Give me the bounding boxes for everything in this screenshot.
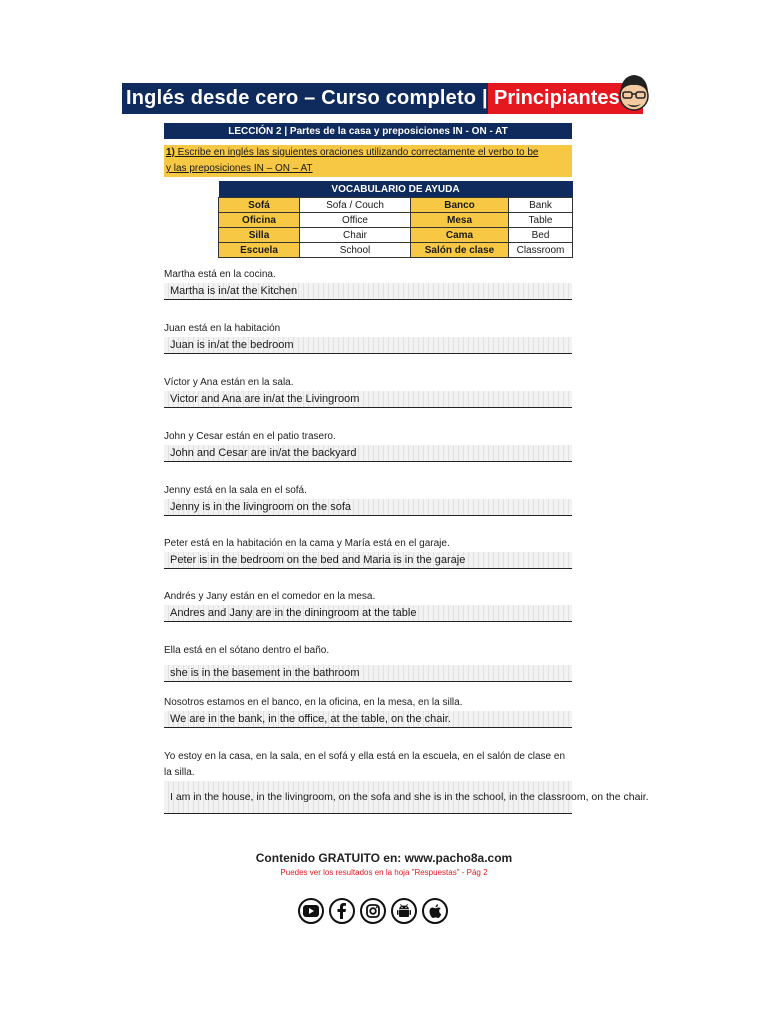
answer-field[interactable]: Jenny is in the livingroom on the sofa [164, 499, 572, 516]
vocab-spanish: Banco [411, 198, 509, 213]
course-title: Inglés desde cero – Curso completo | [122, 83, 488, 114]
exercise-prompt: Víctor y Ana están en la sala. [164, 377, 294, 388]
footer-note: Puedes ver los resultados en la hoja "Respuestas" - Pág 2 [280, 868, 488, 877]
exercise-prompt: Ella está en el sótano dentro el baño. [164, 645, 330, 656]
exercise-prompt: Peter está en la habitación en la cama y María está en el garaje. [164, 538, 450, 549]
answer-field[interactable]: Martha is in/at the Kitchen [164, 283, 572, 300]
exercise-item [164, 429, 572, 462]
answer-field[interactable]: Juan is in/at the bedroom [164, 337, 572, 354]
exercise-item [164, 749, 649, 814]
vocab-english: School [300, 243, 411, 258]
exercise-prompt: Jenny está en la sala en el sofá. [164, 485, 307, 496]
vocab-spanish: Mesa [411, 213, 509, 228]
vocab-english: Office [300, 213, 411, 228]
exercise-prompt: Juan está en la habitación [164, 323, 281, 334]
answer-field[interactable]: Peter is in the bedroom on the bed and Maria is in the garaje [164, 552, 572, 569]
footer-website[interactable]: Contenido GRATUITO en: www.pacho8a.com [255, 851, 513, 865]
exercise-instruction [164, 145, 572, 177]
vocab-spanish: Escuela [219, 243, 300, 258]
vocab-spanish: Salón de clase [411, 243, 509, 258]
answer-field[interactable]: John and Cesar are in/at the backyard [164, 445, 572, 462]
exercise-item [164, 321, 572, 354]
exercise-item [164, 695, 572, 728]
vocab-english: Sofa / Couch [300, 198, 411, 213]
exercise-item [164, 589, 572, 622]
vocab-english: Bed [509, 228, 573, 243]
exercise-item [164, 483, 572, 516]
answer-field[interactable]: Victor and Ana are in/at the Livingroom [164, 391, 572, 408]
youtube-icon[interactable] [298, 898, 324, 924]
instagram-icon[interactable] [360, 898, 386, 924]
vocab-english: Classroom [509, 243, 573, 258]
apple-icon[interactable] [422, 898, 448, 924]
vocab-english: Chair [300, 228, 411, 243]
exercise-prompt: Yo estoy en la casa, en la sala, en el sofá y ella está en la escuela, en el salón de clase en la silla. [164, 751, 566, 778]
vocab-english: Bank [509, 198, 573, 213]
lesson-title: LECCIÓN 2 | Partes de la casa y preposiciones IN - ON - AT [164, 123, 572, 139]
exercise-prompt: Nosotros estamos en el banco, en la oficina, en la mesa, en la silla. [164, 697, 463, 708]
social-links [298, 898, 448, 924]
vocabulary-row [219, 198, 573, 213]
answer-field[interactable]: Andres and Jany are in the diningroom at the table [164, 605, 572, 622]
exercise-prompt: John y Cesar están en el patio trasero. [164, 431, 336, 442]
exercise-prompt: Martha está en la cocina. [164, 269, 276, 280]
exercise-item [164, 375, 572, 408]
android-icon[interactable] [391, 898, 417, 924]
course-level: Principiantes [488, 83, 643, 114]
exercise-item [164, 536, 572, 569]
answer-field[interactable]: We are in the bank, in the office, at the table, on the chair. [164, 711, 572, 728]
exercise-item [164, 267, 572, 300]
vocabulary-row [219, 228, 573, 243]
instruction-line-2: y las preposiciones IN – ON – AT [166, 163, 313, 174]
instruction-number: 1) [166, 147, 175, 158]
exercise-prompt: Andrés y Jany están en el comedor en la mesa. [164, 591, 376, 602]
instruction-line-1: Escribe en inglés las siguientes oraciones utilizando correctamente el verbo to be [174, 147, 539, 158]
teacher-avatar-icon [614, 70, 654, 118]
vocab-spanish: Silla [219, 228, 300, 243]
vocabulary-row [219, 213, 573, 228]
vocabulary-title: VOCABULARIO DE AYUDA [219, 181, 573, 198]
vocab-spanish: Sofá [219, 198, 300, 213]
exercise-item [164, 643, 572, 682]
vocab-spanish: Cama [411, 228, 509, 243]
answer-field[interactable]: I am in the house, in the livingroom, on the sofa and she is in the school, in the classroom, on the chair. [164, 781, 572, 814]
vocab-spanish: Oficina [219, 213, 300, 228]
vocabulary-table [218, 181, 573, 258]
answer-field[interactable]: she is in the basement in the bathroom [164, 665, 572, 682]
course-banner [122, 83, 643, 114]
vocab-english: Table [509, 213, 573, 228]
facebook-icon[interactable] [329, 898, 355, 924]
vocabulary-row [219, 243, 573, 258]
